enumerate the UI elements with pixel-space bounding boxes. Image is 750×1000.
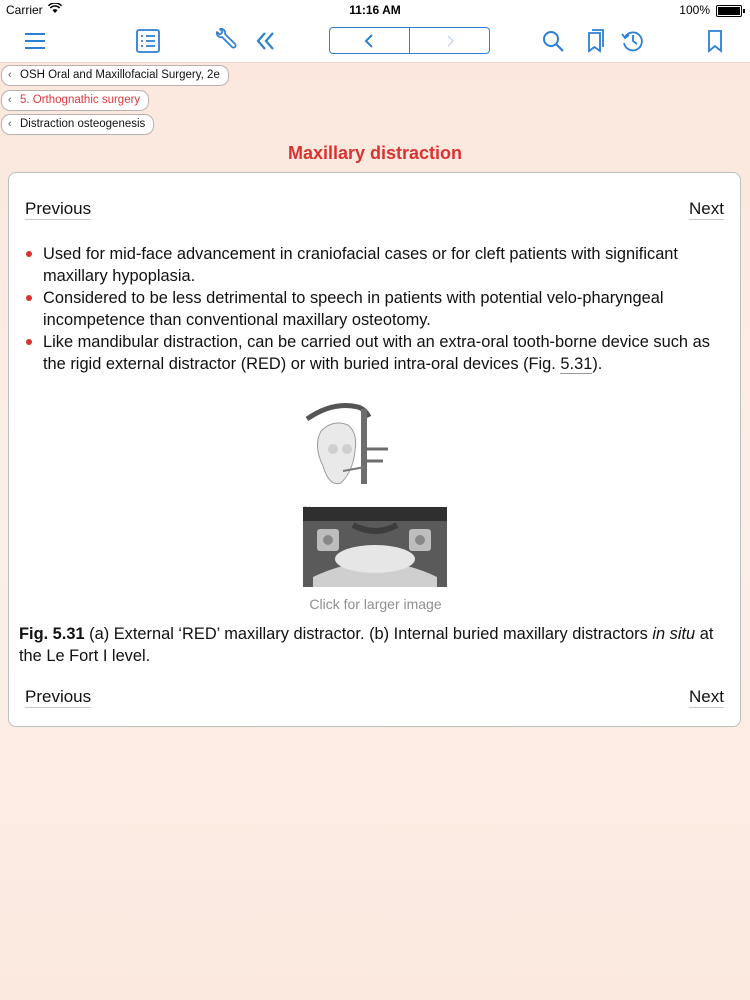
figure-number: Fig. 5.31 [19, 625, 85, 643]
list-item: Considered to be less detrimental to speech in patients with potential velo-pharyngeal incompetence than conventional maxillary osteotomy. [24, 287, 729, 331]
next-link-bottom[interactable]: Next [689, 687, 724, 706]
carrier-label: Carrier [6, 3, 43, 17]
breadcrumb-label: 5. Orthognathic surgery [20, 94, 141, 106]
contents-list-icon[interactable] [135, 28, 161, 54]
previous-link-bottom[interactable]: Previous [25, 687, 92, 706]
page-navigator [329, 27, 490, 54]
bookmarks-icon[interactable] [582, 28, 608, 54]
battery-icon [716, 5, 742, 17]
breadcrumb-book[interactable] [1, 65, 229, 86]
toolbar [0, 20, 750, 63]
next-link-top[interactable]: Next [689, 199, 724, 218]
figure-reference-link[interactable]: 5.31 [560, 355, 593, 373]
chevron-left-icon: ‹ [8, 118, 12, 130]
search-icon[interactable] [540, 28, 566, 54]
list-item: Used for mid-face advancement in craniofacial cases or for cleft patients with significant maxillary hypoplasia. [24, 243, 729, 287]
menu-icon[interactable] [22, 28, 48, 54]
history-icon[interactable] [620, 28, 646, 54]
clock: 11:16 AM [349, 3, 401, 17]
breadcrumb-label: OSH Oral and Maxillofacial Surgery, 2e [20, 69, 220, 81]
chevron-left-icon: ‹ [8, 69, 12, 81]
figure-image-internal-distractors[interactable] [303, 507, 447, 587]
breadcrumb-label: Distraction osteogenesis [20, 118, 146, 130]
chevron-left-icon: ‹ [8, 94, 12, 106]
content-card [8, 172, 741, 727]
bookmark-add-icon[interactable] [702, 28, 728, 54]
figure-caption: Fig. 5.31 (a) External ‘RED’ maxillary distractor. (b) Internal buried maxillary distractors in situ at the Le Fort I level. [19, 625, 714, 665]
battery-percent: 100% [679, 3, 710, 17]
page-title: Maxillary distraction [287, 143, 463, 163]
click-for-larger-image[interactable]: Click for larger image [309, 596, 442, 612]
back-to-top-icon[interactable] [252, 28, 278, 54]
previous-page-button[interactable] [330, 28, 409, 53]
figure-image-external-distractor[interactable] [303, 391, 405, 494]
breadcrumb-chapter[interactable] [1, 90, 149, 111]
previous-link-top[interactable]: Previous [25, 199, 92, 218]
status-bar [0, 0, 750, 20]
next-page-button[interactable] [409, 28, 489, 53]
settings-wrench-icon[interactable] [212, 28, 238, 54]
list-item: Like mandibular distraction, can be carried out with an extra-oral tooth-borne device such as the rigid external distractor (RED) or with buried intra-oral devices (Fig. 5.31). [24, 331, 729, 375]
breadcrumb-section[interactable] [1, 114, 154, 135]
previous-page-icon [362, 33, 378, 49]
bullet-list [24, 243, 729, 375]
next-page-icon [442, 33, 458, 49]
